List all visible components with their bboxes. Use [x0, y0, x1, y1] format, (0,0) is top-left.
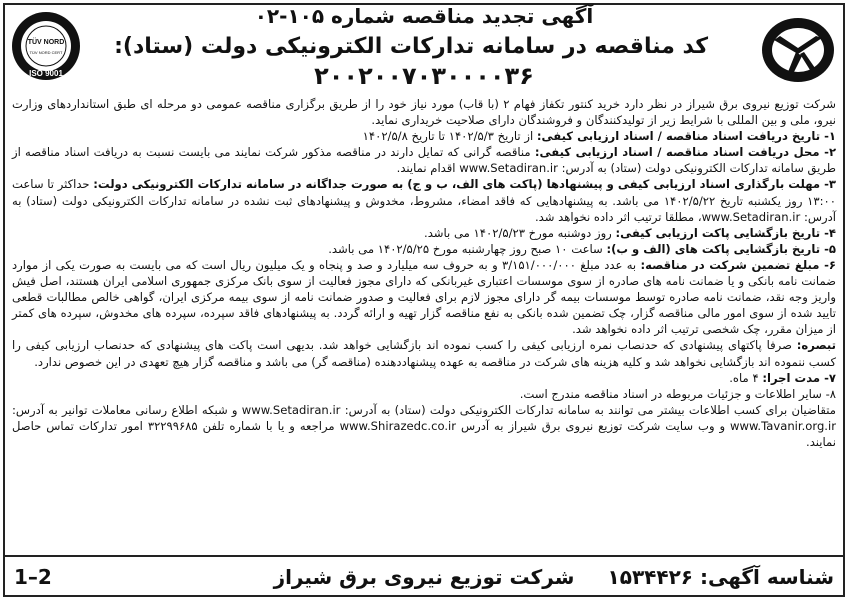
header — [0, 0, 848, 96]
power-company-logo-icon — [758, 10, 838, 86]
ad-identifier: شناسه آگهی: ۱۵۳۴۴۲۶ — [607, 565, 834, 589]
svg-text:ISO 9001: ISO 9001 — [29, 69, 63, 78]
item-3-label: ۳- مهلت بارگذاری اسناد ارزیابی کیفی و پیشنهادها (پاکت های الف، ب و ج) به صورت جداگانه در سامانه تدارکات الکترونیکی دولت: — [93, 177, 836, 192]
item-4-text: روز دوشنبه مورخ ۱۴۰۲/۵/۲۳ می باشد. — [424, 225, 616, 240]
item-6 — [12, 257, 836, 337]
item-1-label: ۱- تاریخ دریافت اسناد مناقصه / اسناد ارزیابی کیفی: — [536, 129, 836, 144]
intro-paragraph: شرکت توزیع نیروی برق شیراز در نظر دارد خرید کنتور تکفاز فهام ۲ (با قاب) مورد نیاز خود را از طریق برگزاری مناقصه عمومی دو مرحله ای طبق استانداردهای وزارت نیرو، ملی و بین المللی با شرایط زیر از تولیدکنندگان و فروشندگان دارای صلاحیت خریداری نماید. — [12, 97, 836, 128]
item-7-label: ۷- مدت اجرا: — [762, 370, 836, 385]
svg-text:TÜV NORD CERT: TÜV NORD CERT — [29, 50, 63, 55]
item-5-text: ساعت ۱۰ صبح روز چهارشنبه مورخ ۱۴۰۲/۵/۲۵ می باشد. — [328, 241, 607, 256]
item-2-text: مناقصه گرانی که تمایل دارند در مناقصه مذکور شرکت نمایند می بایست نسبت به دریافت اسناد مناقصه از طریق سامانه تدارکات الکترونیکی دولت (ستاد) به آدرس: www.Setadiran.ir اقدام نمایند. — [12, 145, 836, 176]
notice-title: آگهی تجدید مناقصه شماره ۱۰۵-۰۲ — [254, 4, 594, 28]
company-name: شرکت توزیع نیروی برق شیراز — [273, 565, 575, 589]
footer-divider — [5, 555, 843, 557]
item-6-text: به عدد مبلغ ۳/۱۵۱/۰۰۰/۰۰۰ و به حروف سه میلیارد و صد و پنجاه و یک میلیون ریال است که می بایست به صورت یکی از موارد ضمانت نامه بانکی و یا ضمانت نامه های صادره از سوی موسسات اعتباری غیربانکی که دارای مجوز فعالیت از سوی بانک مرکزی جمهوری اسلامی ایران هستند، اصل فیش واریز وجه نقد، ضمانت نامه صادره توسط موسسات بیمه گر دارای مجوز لازم برای فعالیت و صدور ضمانت نامه از سوی بیمه مرکزی ایران، گواهی خالص مطالبات قطعی تایید شده از سوی امور مالی مناقصه گزار، چک تضمین شده بانکی به نفع مناقصه گزار تهیه و ارائه گردد. به پیشنهادهای فاقد سپرده، سپرده های مخدوش، سپرده های کمتر از میزان مقرر، چک شخصی ترتیب اثر داده نخواهد شد. — [12, 257, 836, 337]
svg-text:TÜV NORD: TÜV NORD — [27, 39, 65, 46]
item-6-label: ۶- مبلغ تضمین شرکت در مناقصه: — [640, 257, 836, 272]
page-number: 1–2 — [14, 565, 52, 589]
note-label: تبصره: — [796, 338, 836, 353]
item-3-text: حداکثر تا ساعت ۱۳:۰۰ روز یکشنبه تاریخ ۱۴۰۲/۵/۲۲ می باشد. به پیشنهادهایی که فاقد امضاء، مشروط، مخدوش و پیشنهادهای ثبت نشده در سامانه تدارکات الکترونیکی دولت (ستاد) به آدرس: www.Setadiran.ir، مطلقا ترتیب اثر داده نخواهد شد. — [12, 177, 836, 224]
item-7 — [12, 370, 836, 386]
note-text: صرفا پاکتهای پیشنهادی که حدنصاب نمره ارزیابی کیفی را کسب نموده اند بازگشایی خواهد شد. بدیهی است پاکت های پیشنهادی که حدنصاب ارزیابی کیفی را کسب ننموده اند بازگشایی نخواهد شد و کلیه هزینه های شرکت در مناقصه به عهده پیشنهاددهنده (مناقصه گر) می باشد و مناقصه گزار هیچ تعهدی در این خصوص ندارد. — [12, 338, 836, 369]
tender-code-label: کد مناقصه در سامانه تدارکات الکترونیکی دولت (ستاد): — [114, 34, 708, 59]
note — [12, 337, 836, 369]
tender-code-number: ۲۰۰۲۰۰۷۰۳۰۰۰۰۳۶ — [314, 62, 534, 90]
notice-body — [12, 96, 836, 450]
tuv-nord-logo — [8, 6, 84, 90]
item-4 — [12, 225, 836, 241]
item-4-label: ۴- تاریخ بازگشایی پاکت ارزیابی کیفی: — [615, 225, 836, 240]
item-7-text: ۴ ماه. — [729, 370, 763, 385]
item-1 — [12, 128, 836, 144]
item-5 — [12, 241, 836, 257]
footer — [8, 560, 840, 594]
item-8 — [12, 386, 836, 402]
contact-info — [12, 402, 836, 450]
item-2-label: ۲- محل دریافت اسناد مناقصه / اسناد ارزیابی کیفی: — [534, 145, 837, 160]
item-5-label: ۵- تاریخ بازگشایی پاکت های (الف و ب): — [606, 241, 836, 256]
item-1-text: از تاریخ ۱۴۰۲/۵/۳ تا تاریخ ۱۴۰۲/۵/۸ — [362, 129, 537, 144]
item-3 — [12, 176, 836, 224]
item-8-text: ۸- سایر اطلاعات و جزئیات مربوطه در اسناد مناقصه مندرج است. — [519, 386, 836, 401]
contact-text: متقاضیان برای کسب اطلاعات بیشتر می توانند به سامانه تدارکات الکترونیکی دولت (ستاد) به آدرس: www.Setadiran.ir و شبکه اطلاع رسانی معاملات توانیر به آدرس: www.Tavanir.org.ir و وب سایت شرکت توزیع نیروی برق شیراز به آدرس www.Shirazedc.co.ir مراجعه و یا با شماره تلفن ۳۲۲۹۹۶۸۵ امور تدارکات تماس حاصل نمایند. — [12, 402, 836, 449]
item-2 — [12, 144, 836, 176]
